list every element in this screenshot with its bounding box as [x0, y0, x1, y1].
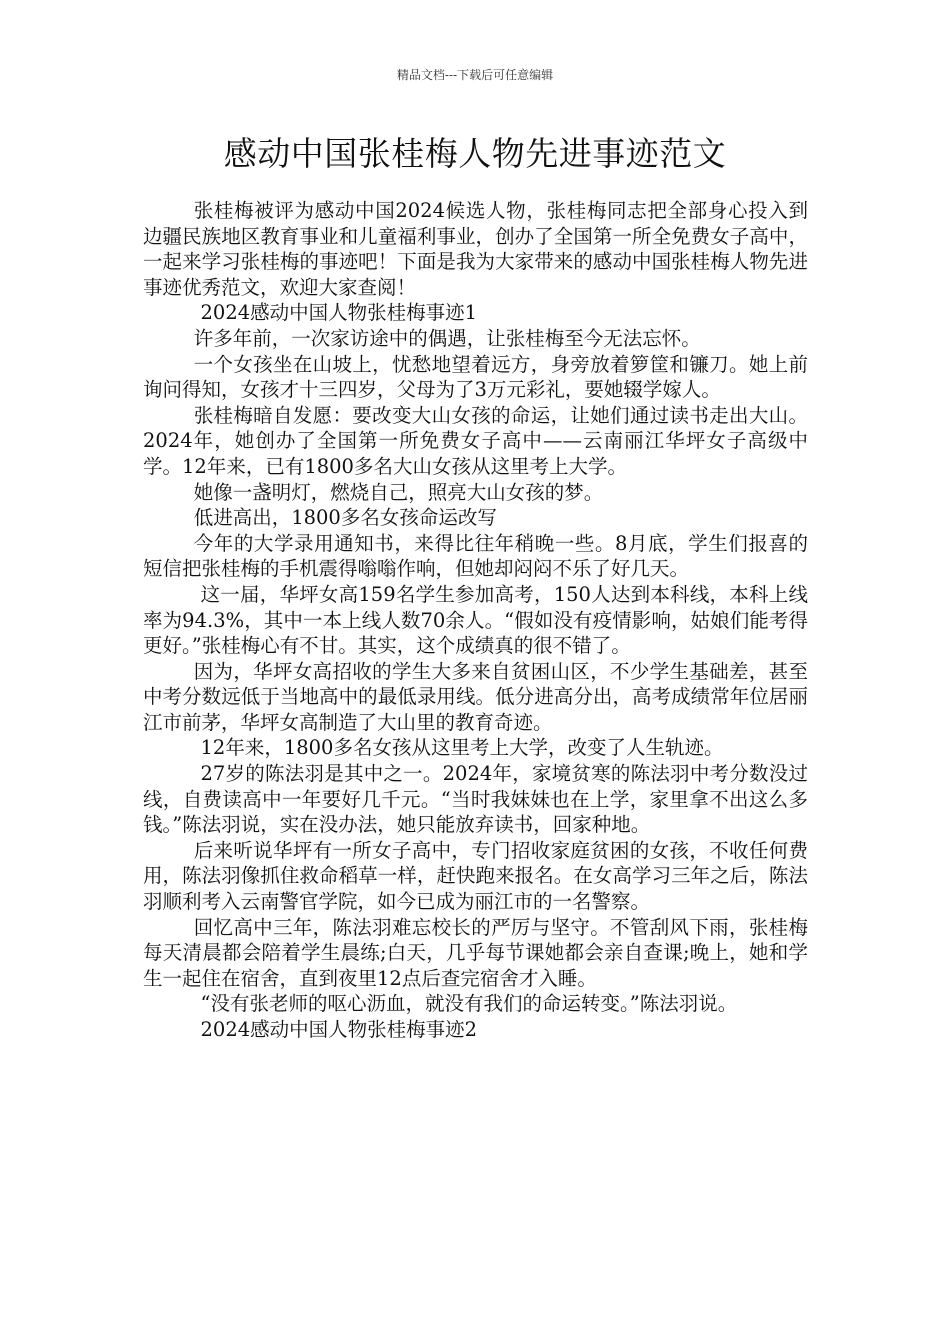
section-heading: 2024感动中国人物张桂梅事迹2	[200, 1018, 478, 1041]
paragraph: 这一届，华坪女高159名学生参加高考，150人达到本科线，本科上线率为94.3%，其中一本上线人数70余人。“假如没有疫情影响，姑娘们能考得更好。”张桂梅心有不甘。其实，这个成绩真的很不错了。	[143, 582, 808, 658]
paragraph: 一个女孩坐在山坡上，忧愁地望着远方，身旁放着箩筐和镰刀。她上前询问得知，女孩才十三四岁，父母为了3万元彩礼，要她辍学嫁人。	[143, 352, 808, 402]
paragraph: 今年的大学录用通知书，来得比往年稍晚一些。8月底，学生们报喜的短信把张桂梅的手机震得嗡嗡作响，但她却闷闷不乐了好几天。	[143, 531, 808, 581]
paragraph: 她像一盏明灯，燃烧自己，照亮大山女孩的梦。	[193, 480, 604, 504]
document-body	[143, 198, 808, 1043]
paragraph: 因为，华坪女高招收的学生大多来自贫困山区，不少学生基础差，甚至中考分数远低于当地高中的最低录用线。低分进高分出，高考成绩常年位居丽江市前茅，华坪女高制造了大山里的教育奇迹。	[143, 659, 808, 734]
subheading: 低进高出，1800多名女孩命运改写	[193, 506, 497, 530]
paragraph: 12年来，1800多名女孩从这里考上大学，改变了人生轨迹。	[200, 736, 724, 760]
document-title: 感动中国张桂梅人物先进事迹范文	[223, 134, 727, 173]
section-heading: 2024感动中国人物张桂梅事迹1	[200, 301, 478, 325]
paragraph: “没有张老师的呕心沥血，就没有我们的命运转变。”陈法羽说。	[200, 992, 738, 1016]
paragraph: 张桂梅被评为感动中国2024候选人物，张桂梅同志把全部身心投入到边疆民族地区教育事业和儿童福利事业，创办了全国第一所全免费女子高中，一起来学习张桂梅的事迹吧！下面是我为大家带来的感动中国张桂梅人物先进事迹优秀范文，欢迎大家查阅！	[143, 199, 808, 299]
paragraph: 27岁的陈法羽是其中之一。2024年，家境贫寒的陈法羽中考分数没过线，自费读高中一年要好几千元。“当时我妹妹也在上学，家里拿不出这么多钱。”陈法羽说，实在没办法，她只能放弃读书，回家种地。	[143, 762, 808, 837]
page-header: 精品文档---下载后可任意编辑	[396, 68, 554, 82]
paragraph: 回忆高中三年，陈法羽难忘校长的严厉与坚守。不管刮风下雨，张桂梅每天清晨都会陪着学生晨练;白天，几乎每节课她都会亲自查课;晚上，她和学生一起住在宿舍，直到夜里12点后查完宿舍才入睡。	[143, 915, 808, 990]
paragraph: 后来听说华坪有一所女子高中，专门招收家庭贫困的女孩，不收任何费用，陈法羽像抓住救命稻草一样，赶快跑来报名。在女高学习三年之后，陈法羽顺利考入云南警官学院，如今已成为丽江市的一名警察。	[143, 838, 808, 914]
paragraph: 张桂梅暗自发愿：要改变大山女孩的命运，让她们通过读书走出大山。2024年，她创办了全国第一所免费女子高中——云南丽江华坪女子高级中学。12年来，已有1800多名大山女孩从这里考上大学。	[143, 403, 808, 478]
paragraph: 许多年前，一次家访途中的偶遇，让张桂梅至今无法忘怀。	[193, 326, 701, 350]
